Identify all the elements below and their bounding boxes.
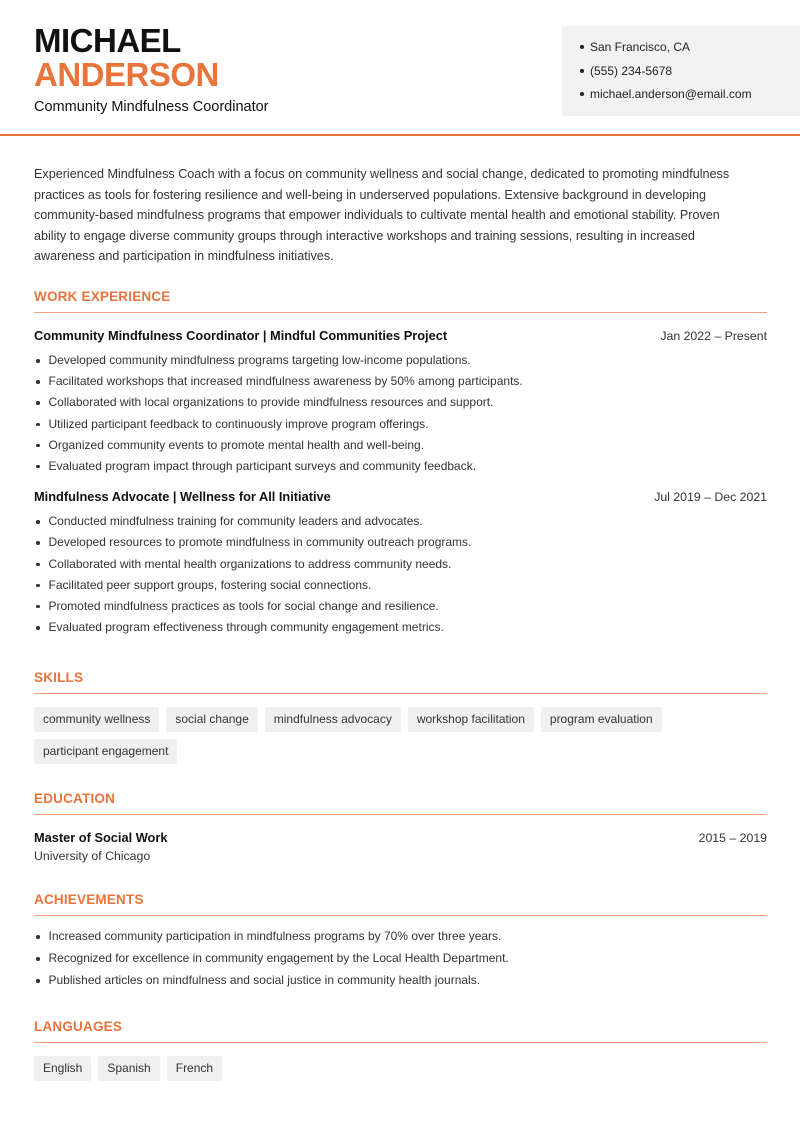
languages-section xyxy=(34,1018,767,1081)
contact-box xyxy=(562,26,800,116)
language-chip: English xyxy=(34,1056,91,1081)
bullet-icon xyxy=(580,92,584,96)
job-bullets xyxy=(34,512,767,639)
first-name: MICHAEL xyxy=(34,22,181,59)
bullet-text: Utilized participant feedback to continuously improve program offerings. xyxy=(48,416,429,431)
list-item xyxy=(34,576,767,597)
list-item xyxy=(34,457,767,478)
resume-header xyxy=(0,0,800,136)
list-item xyxy=(34,512,767,533)
bullet-text: Evaluated program impact through participant surveys and community feedback. xyxy=(48,458,477,473)
bullet-icon xyxy=(36,563,40,567)
contact-phone xyxy=(580,62,800,86)
bullet-text: Promoted mindfulness practices as tools for social change and resilience. xyxy=(48,598,439,613)
section-heading: LANGUAGES xyxy=(34,1018,767,1043)
skills-list xyxy=(34,707,767,764)
bullet-text: Facilitated workshops that increased mindfulness awareness by 50% among participants. xyxy=(48,374,523,389)
list-item xyxy=(34,351,767,372)
degree: Master of Social Work xyxy=(34,830,168,845)
achievements-section xyxy=(34,891,767,993)
skill-chip: social change xyxy=(166,707,257,732)
list-item xyxy=(34,927,767,949)
bullet-icon xyxy=(580,69,584,73)
education-dates: 2015 – 2019 xyxy=(698,831,767,845)
work-experience-section xyxy=(34,288,767,639)
job-title: Community Mindfulness Coordinator | Mindful Communities Project xyxy=(34,328,448,343)
contact-email-text[interactable]: michael.anderson@email.com xyxy=(590,87,752,101)
languages-list xyxy=(34,1056,767,1081)
section-heading: ACHIEVEMENTS xyxy=(34,891,767,916)
contact-phone-text: (555) 234-5678 xyxy=(590,63,673,78)
candidate-name xyxy=(34,24,219,92)
bullet-icon xyxy=(36,584,40,588)
bullet-icon xyxy=(36,626,40,630)
list-item xyxy=(34,533,767,554)
list-item xyxy=(34,393,767,414)
bullet-icon xyxy=(36,935,40,939)
education-entry xyxy=(34,829,767,849)
job-dates: Jan 2022 – Present xyxy=(660,329,767,343)
list-item xyxy=(34,618,767,639)
bullet-icon xyxy=(36,444,40,448)
list-item xyxy=(34,971,767,993)
skill-chip: program evaluation xyxy=(541,707,662,732)
language-chip: French xyxy=(167,1056,222,1081)
bullet-icon xyxy=(36,380,40,384)
bullet-text: Developed resources to promote mindfulness in community outreach programs. xyxy=(48,535,472,550)
list-item xyxy=(34,949,767,971)
language-chip: Spanish xyxy=(98,1056,159,1081)
bullet-text: Increased community participation in mindfulness programs by 70% over three years. xyxy=(48,929,502,943)
bullet-icon xyxy=(36,401,40,405)
skill-chip: workshop facilitation xyxy=(408,707,534,732)
school-name: University of Chicago xyxy=(34,849,151,863)
bullet-icon xyxy=(36,541,40,545)
bullet-icon xyxy=(36,465,40,469)
job-bullets xyxy=(34,351,767,478)
contact-email[interactable] xyxy=(580,85,800,109)
bullet-text: Developed community mindfulness programs targeting low-income populations. xyxy=(48,353,471,367)
skill-chip: community wellness xyxy=(34,707,159,732)
skill-chip: participant engagement xyxy=(34,739,177,764)
bullet-text: Collaborated with local organizations to provide mindfulness resources and support. xyxy=(48,395,494,410)
job-title-headline: Community Mindfulness Coordinator xyxy=(34,99,269,115)
bullet-icon xyxy=(36,957,40,961)
last-name: ANDERSON xyxy=(34,56,219,93)
bullet-text: Evaluated program effectiveness through community engagement metrics. xyxy=(48,620,444,635)
section-heading: EDUCATION xyxy=(34,790,767,815)
bullet-icon xyxy=(36,423,40,427)
bullet-icon xyxy=(36,979,40,983)
achievements-list xyxy=(34,927,767,993)
education-section xyxy=(34,790,767,863)
bullet-text: Published articles on mindfulness and social justice in community health journals. xyxy=(48,973,481,987)
list-item xyxy=(34,372,767,393)
bullet-text: Collaborated with mental health organizations to address community needs. xyxy=(48,556,452,571)
bullet-icon xyxy=(36,359,40,363)
section-heading: WORK EXPERIENCE xyxy=(34,288,767,313)
list-item xyxy=(34,555,767,576)
job-title: Mindfulness Advocate | Wellness for All Initiative xyxy=(34,489,331,505)
bullet-icon xyxy=(580,45,584,49)
job-header xyxy=(34,327,767,347)
skills-section xyxy=(34,669,767,764)
contact-location xyxy=(580,38,800,62)
bullet-text: Facilitated peer support groups, fostering social connections. xyxy=(48,577,372,592)
bullet-icon xyxy=(36,605,40,609)
list-item xyxy=(34,597,767,618)
bullet-text: Organized community events to promote mental health and well-being. xyxy=(48,437,425,452)
list-item xyxy=(34,436,767,457)
list-item xyxy=(34,415,767,436)
bullet-icon xyxy=(36,520,40,524)
contact-location-text: San Francisco, CA xyxy=(590,40,691,54)
job-dates: Jul 2019 – Dec 2021 xyxy=(654,490,767,505)
bullet-text: Recognized for excellence in community engagement by the Local Health Department. xyxy=(48,951,509,965)
section-heading: SKILLS xyxy=(34,669,767,694)
bullet-text: Conducted mindfulness training for community leaders and advocates. xyxy=(48,514,423,529)
job-header xyxy=(34,488,767,508)
skill-chip: mindfulness advocacy xyxy=(265,707,401,732)
professional-summary: Experienced Mindfulness Coach with a focus on community wellness and social change, dedicated to promoting mindfulness practices as tools for fostering resilience and well-being in underserved populations. Extensive background in developing community-based mindfulness programs that empower individuals to cultivate mental health and emotional stability. Proven ability to engage diverse community groups through interactive workshops and training sessions, resulting in increased awareness and participation in mindfulness initiatives. xyxy=(34,167,730,263)
